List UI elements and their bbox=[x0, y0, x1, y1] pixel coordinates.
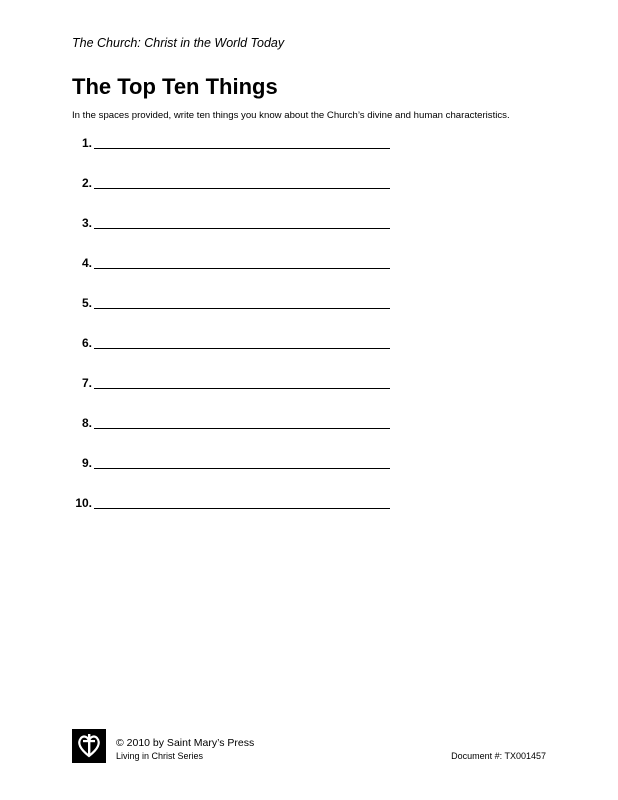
answer-number: 5. bbox=[81, 296, 92, 310]
answer-number: 7. bbox=[81, 376, 92, 390]
answer-number: 8. bbox=[81, 416, 92, 430]
answer-row bbox=[72, 336, 402, 376]
answer-list bbox=[72, 136, 402, 536]
answer-number: 4. bbox=[81, 256, 92, 270]
answer-blank-line[interactable] bbox=[94, 296, 390, 309]
instructions-text: In the spaces provided, write ten things you know about the Church’s divine and human characteristics. bbox=[72, 110, 510, 121]
document-number: Document #: TX001457 bbox=[451, 751, 546, 761]
answer-blank-line[interactable] bbox=[94, 216, 390, 229]
answer-row bbox=[72, 176, 402, 216]
answer-number: 1. bbox=[81, 136, 92, 150]
answer-row bbox=[72, 256, 402, 296]
answer-blank-line[interactable] bbox=[94, 136, 390, 149]
answer-blank-line[interactable] bbox=[94, 376, 390, 389]
answer-row bbox=[72, 376, 402, 416]
answer-row bbox=[72, 496, 402, 536]
footer bbox=[72, 729, 546, 765]
series-name: Living in Christ Series bbox=[116, 751, 204, 761]
answer-blank-line[interactable] bbox=[94, 336, 390, 349]
answer-number: 9. bbox=[81, 456, 92, 470]
answer-row bbox=[72, 296, 402, 336]
saint-marys-press-logo-icon bbox=[72, 729, 106, 763]
answer-blank-line[interactable] bbox=[94, 496, 390, 509]
answer-row bbox=[72, 416, 402, 456]
answer-number: 2. bbox=[81, 176, 92, 190]
answer-number: 3. bbox=[81, 216, 92, 230]
answer-blank-line[interactable] bbox=[94, 416, 390, 429]
answer-number: 10. bbox=[75, 496, 92, 510]
answer-blank-line[interactable] bbox=[94, 256, 390, 269]
page-title: The Top Ten Things bbox=[72, 74, 278, 99]
answer-row bbox=[72, 136, 402, 176]
answer-blank-line[interactable] bbox=[94, 176, 390, 189]
answer-row bbox=[72, 216, 402, 256]
answer-blank-line[interactable] bbox=[94, 456, 390, 469]
answer-row bbox=[72, 456, 402, 496]
course-header: The Church: Christ in the World Today bbox=[72, 36, 285, 50]
copyright-text: © 2010 by Saint Mary’s Press bbox=[116, 737, 255, 749]
answer-number: 6. bbox=[81, 336, 92, 350]
